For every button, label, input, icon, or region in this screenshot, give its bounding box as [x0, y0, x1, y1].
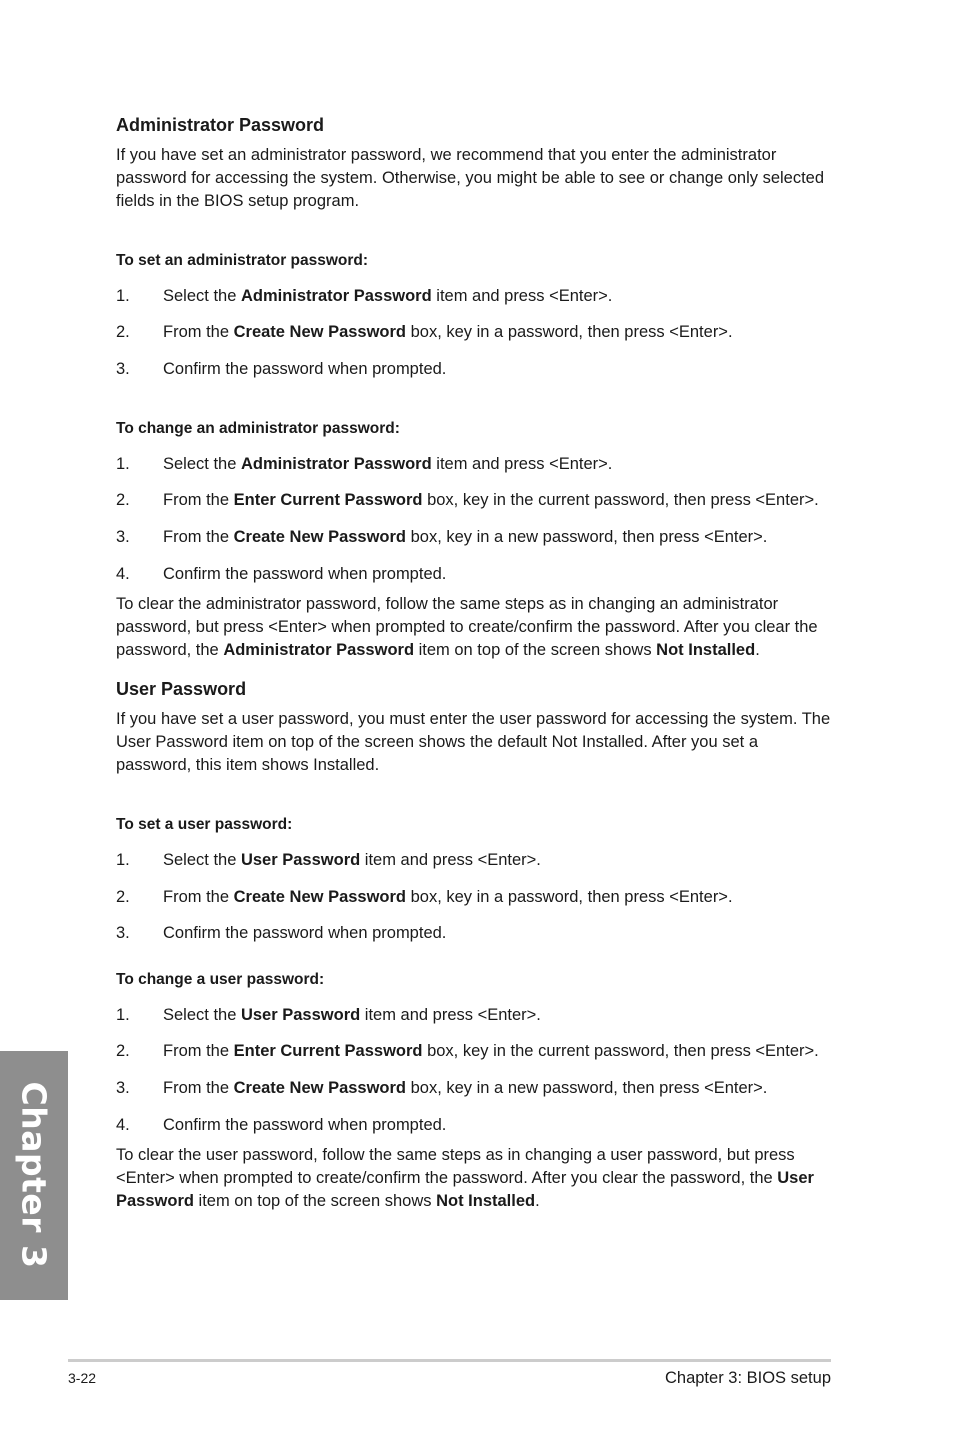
step-text: Select the User Password item and press <Enter>.	[163, 1006, 541, 1024]
footer-chapter-title: Chapter 3: BIOS setup	[664, 1369, 831, 1387]
step-item	[116, 358, 836, 381]
admin-set-title: To set an administrator password:	[116, 252, 369, 269]
step-text: Select the User Password item and press <Enter>.	[163, 851, 541, 869]
step-text: From the Create New Password box, key in a new password, then press <Enter>.	[163, 1079, 768, 1097]
step-number: 3.	[116, 528, 130, 546]
step-item	[116, 453, 836, 476]
user-change-steps	[116, 1004, 836, 1137]
step-number: 4.	[116, 565, 130, 583]
step-item	[116, 1077, 836, 1100]
step-item	[116, 922, 836, 945]
step-item	[116, 285, 836, 308]
step-text: From the Create New Password box, key in a new password, then press <Enter>.	[163, 528, 768, 546]
step-text: Confirm the password when prompted.	[163, 360, 447, 378]
step-number: 3.	[116, 360, 130, 378]
step-item	[116, 563, 836, 586]
step-text: From the Create New Password box, key in a password, then press <Enter>.	[163, 888, 733, 906]
step-item	[116, 1114, 836, 1137]
step-text: Select the Administrator Password item and press <Enter>.	[163, 455, 613, 473]
step-item	[116, 849, 836, 872]
step-number: 2.	[116, 888, 130, 906]
step-text: Select the Administrator Password item and press <Enter>.	[163, 287, 613, 305]
step-item	[116, 1004, 836, 1027]
user-set-title: To set a user password:	[116, 816, 293, 833]
chapter-tab-label: Chapter 3	[14, 1081, 54, 1269]
admin-intro: If you have set an administrator password, we recommend that you enter the administrator password for accessing the system. Otherwise, you might be able to see or change only selected fields in the BIOS setup program.	[116, 146, 825, 210]
step-item	[116, 1040, 836, 1063]
user-clear-note: To clear the user password, follow the same steps as in changing a user password, but press <Enter> when prompted to create/confirm the password. After you clear the password, the User Password item on top of the screen shows Not Installed.	[116, 1146, 814, 1210]
step-text: From the Enter Current Password box, key in the current password, then press <Enter>.	[163, 1042, 819, 1060]
step-text: From the Create New Password box, key in a password, then press <Enter>.	[163, 323, 733, 341]
step-number: 1.	[116, 1006, 130, 1024]
footer-divider	[68, 1359, 831, 1362]
step-number: 4.	[116, 1116, 130, 1134]
admin-set-steps	[116, 285, 836, 381]
user-heading: User Password	[116, 679, 247, 699]
step-number: 1.	[116, 455, 130, 473]
step-item	[116, 886, 836, 909]
user-set-steps	[116, 849, 836, 945]
user-intro: If you have set a user password, you must enter the user password for accessing the system. The User Password item on top of the screen shows the default Not Installed. After you set a password, this item shows Installed.	[116, 710, 831, 774]
step-number: 2.	[116, 491, 130, 509]
user-change-title: To change a user password:	[116, 971, 325, 988]
step-text: From the Enter Current Password box, key in the current password, then press <Enter>.	[163, 491, 819, 509]
step-item	[116, 526, 836, 549]
step-number: 2.	[116, 323, 130, 341]
chapter-side-tab	[0, 1051, 68, 1300]
step-text: Confirm the password when prompted.	[163, 924, 447, 942]
admin-heading: Administrator Password	[116, 115, 325, 135]
step-number: 1.	[116, 287, 130, 305]
step-number: 1.	[116, 851, 130, 869]
step-number: 3.	[116, 924, 130, 942]
step-number: 3.	[116, 1079, 130, 1097]
page-number: 3-22	[68, 1370, 97, 1386]
step-item	[116, 321, 836, 344]
admin-change-steps	[116, 453, 836, 586]
admin-clear-note: To clear the administrator password, follow the same steps as in changing an administrator password, but press <Enter> when prompted to create/confirm the password. After you clear the password, the Administrator Password item on top of the screen shows Not Installed.	[116, 595, 818, 659]
step-number: 2.	[116, 1042, 130, 1060]
page-content	[116, 114, 836, 1213]
step-item	[116, 489, 836, 512]
admin-change-title: To change an administrator password:	[116, 420, 400, 437]
step-text: Confirm the password when prompted.	[163, 1116, 447, 1134]
step-text: Confirm the password when prompted.	[163, 565, 447, 583]
